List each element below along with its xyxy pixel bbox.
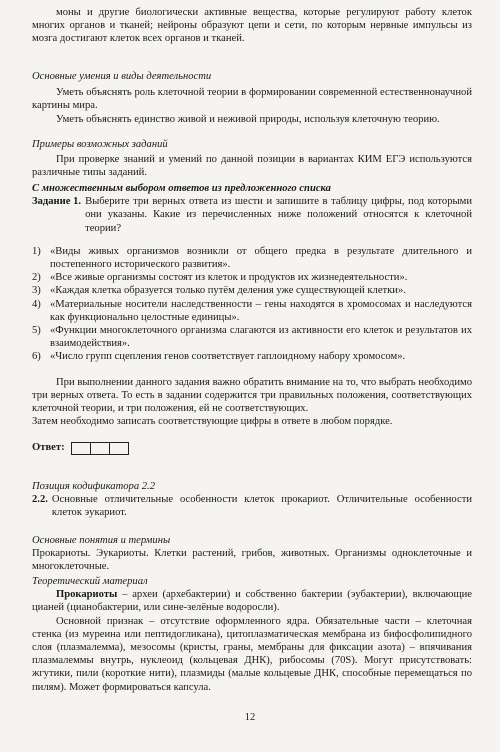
theory-term: Прокариоты [56, 589, 118, 601]
skills-paragraph-2: Уметь объяснять единство живой и неживой природы, используя клеточную теорию. [56, 113, 440, 125]
answer-boxes[interactable] [71, 442, 128, 455]
theory-paragraph-2: Основной признак – отсутствие оформленного ядра. Обязательные части – клеточная стенка (из муреина или пептидогликана), цитоплазматическая мембрана из бифосфолипидного слоя (плазмалемма), мезосомы (кристы, граны, мембраны для фиксации азота) – впячивания плазмалеммы внутрь, нуклеоид (кольцевая ДНК), рибосомы (70S). Могут присутствовать: жгутики, пили (короткие нити), плазмиды (малые кольцевые ДНК, способные перемещаться по пилям). Может формироваться капсула. [32, 615, 472, 693]
position-code: 2.2. [32, 494, 48, 506]
task-heading: С множественным выбором ответов из предложенного списка [32, 183, 331, 194]
theory-title: Теоретический материал [32, 576, 148, 587]
position-statement [32, 493, 472, 519]
task-option: 3) «Каждая клетка образуется только путём деления уже существующей клетки». [32, 285, 406, 297]
position-title: Позиция кодификатора 2.2 [32, 481, 156, 492]
skills-section [32, 70, 472, 126]
examples-paragraph: При проверке знаний и умений по данной позиции в вариантах КИМ ЕГЭ используются различные типы заданий. [32, 154, 472, 179]
task-section [32, 182, 472, 455]
skills-title: Основные умения и виды деятельности [32, 71, 212, 82]
position-section [32, 480, 472, 520]
skills-paragraph-1: Уметь объяснять роль клеточной теории в формировании современной естественнонаучной картины мира. [32, 87, 472, 112]
task-option: 6) «Число групп сцепления генов соответствует гаплоидному набору хромосом». [32, 351, 406, 363]
concepts-title: Основные понятия и термины [32, 535, 171, 546]
theory-section [32, 575, 472, 694]
answer-box-1[interactable] [71, 442, 91, 455]
position-text: Основные отличительные особенности клеток прокариот. Отличительные особенности клеток эукариот. [51, 494, 472, 519]
examples-title: Примеры возможных заданий [32, 139, 168, 150]
task-text: Выберите три верных ответа из шести и запишите в таблицу цифры, под которыми они указаны. Какие из перечисленных ниже положений относятся к клеточной теории? [85, 196, 472, 234]
answer-row [32, 440, 472, 455]
theory-paragraph-1 [32, 588, 472, 614]
theory-definition: – археи (архебактерии) и собственно бактерии (эубактерии), включающие цианей (цианобактерии, или сине-зелёные водоросли). [32, 589, 472, 614]
answer-box-2[interactable] [90, 442, 110, 455]
task-label: Задание 1. [32, 196, 82, 208]
answer-box-3[interactable] [109, 442, 129, 455]
page-number: 12 [244, 712, 256, 723]
intro-paragraph: моны и другие биологически активные вещества, которые регулируют работу клеток многих органов и тканей; нейроны образуют цепи и сети, по которым нервные импульсы из мозга достигают клеток всех органов и тканей. [32, 7, 472, 45]
task-options-list [32, 245, 472, 364]
task-option: 5) «Функции многоклеточного организма слагаются из активности его клеток и результатов их взаимодействия». [32, 325, 472, 350]
task-explanation-2: Затем необходимо записать соответствующие цифры в ответе в любом порядке. [32, 416, 393, 428]
task-option: 1) «Виды живых организмов возникли от общего предка в результате длительного и постепенного исторического развития». [32, 245, 472, 271]
concepts-text: Прокариоты. Эукариоты. Клетки растений, грибов, животных. Организмы одноклеточные и многоклеточные. [32, 548, 472, 573]
concepts-section [32, 534, 472, 574]
examples-section [32, 138, 472, 180]
answer-label: Ответ: [32, 442, 65, 454]
task-statement [32, 195, 472, 235]
task-option: 4) «Материальные носители наследственности – гены находятся в хромосомах и наследуются как функционально целостные единицы». [32, 298, 472, 323]
task-option: 2) «Все живые организмы состоят из клеток и продуктов их жизнедеятельности». [32, 272, 408, 284]
task-explanation: При выполнении данного задания важно обратить внимание на то, что выбрать необходимо три верных ответа. То есть в задании содержится три правильных положения, соответствующих клеточной теории, и три положения, ей не соответствующих. [32, 376, 472, 415]
